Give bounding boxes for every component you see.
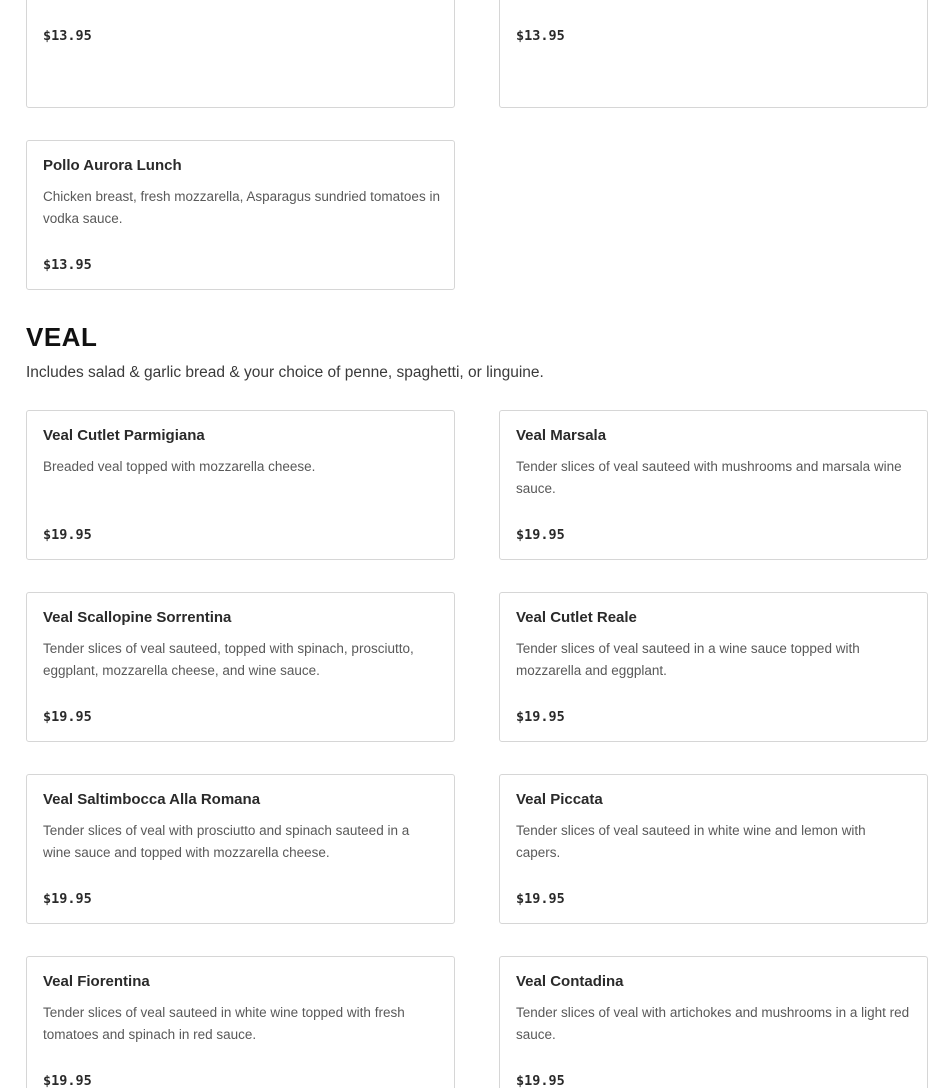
menu-item-description: Tender slices of veal sauteed, topped with spinach, prosciutto, eggplant, mozzarella cheese, and wine sauce. — [43, 641, 414, 678]
section-title-veal: VEAL — [26, 322, 98, 352]
section-description: Includes salad & garlic bread & your choice of penne, spaghetti, or linguine. — [26, 364, 544, 381]
menu-item-veal-marsala[interactable] — [499, 410, 928, 560]
menu-item-description: Tender slices of veal sauteed with mushrooms and marsala wine sauce. — [516, 459, 902, 496]
menu-item-name: Pollo Aurora Lunch — [43, 157, 182, 174]
menu-item-name: Veal Cutlet Reale — [516, 609, 637, 626]
menu-item-pollo-aurora-lunch[interactable] — [26, 140, 455, 290]
menu-item-price: $19.95 — [516, 891, 565, 907]
menu-item-name: Veal Contadina — [516, 973, 624, 990]
menu-item-description: Tender slices of veal sauteed in white wine and lemon with capers. — [516, 823, 866, 860]
menu-item-name: Veal Scallopine Sorrentina — [43, 609, 232, 626]
menu-item-description: Tender slices of veal sauteed in a wine sauce topped with mozzarella and eggplant. — [516, 641, 860, 678]
menu-item-veal-scallopine-sorrentina[interactable] — [26, 592, 455, 742]
menu-item-veal-contadina[interactable] — [499, 956, 928, 1088]
menu-item-veal-cutlet-reale[interactable] — [499, 592, 928, 742]
menu-item-name: Veal Marsala — [516, 427, 607, 444]
menu-item-card[interactable] — [499, 0, 928, 108]
menu-item-name: Veal Fiorentina — [43, 973, 150, 990]
menu-item-price: $19.95 — [43, 709, 92, 725]
menu-item-description: Breaded veal topped with mozzarella cheese. — [43, 459, 316, 474]
menu-item-description: Tender slices of veal sauteed in white wine topped with fresh tomatoes and spinach in red sauce. — [43, 1005, 405, 1042]
menu-item-price: $13.95 — [43, 257, 92, 273]
menu-item-price: $13.95 — [43, 28, 92, 44]
menu-item-price: $19.95 — [516, 709, 565, 725]
menu-item-description — [516, 0, 913, 2]
menu-item-price: $19.95 — [516, 527, 565, 543]
menu-item-name: Veal Cutlet Parmigiana — [43, 427, 205, 444]
menu-item-veal-piccata[interactable] — [499, 774, 928, 924]
menu-item-description: Tender slices of veal with artichokes and mushrooms in a light red sauce. — [516, 1005, 910, 1042]
menu-item-veal-cutlet-parmigiana[interactable] — [26, 410, 455, 560]
menu-item-price: $19.95 — [516, 1073, 565, 1089]
menu-item-price: $19.95 — [43, 527, 92, 543]
menu-item-veal-fiorentina[interactable] — [26, 956, 455, 1088]
menu-item-name: Veal Piccata — [516, 791, 603, 808]
menu-item-description: Chicken breast, fresh mozzarella, Asparagus sundried tomatoes in vodka sauce. — [43, 189, 440, 226]
menu-item-price: $13.95 — [516, 28, 565, 44]
menu-item-price: $19.95 — [43, 1073, 92, 1089]
menu-item-description: Tender slices of veal with prosciutto and spinach sauteed in a wine sauce and topped with mozzarella cheese. — [43, 823, 410, 860]
menu-item-card[interactable] — [26, 0, 455, 108]
menu-item-price: $19.95 — [43, 891, 92, 907]
menu-item-name: Veal Saltimbocca Alla Romana — [43, 791, 261, 808]
menu-item-veal-saltimbocca-alla-romana[interactable] — [26, 774, 455, 924]
